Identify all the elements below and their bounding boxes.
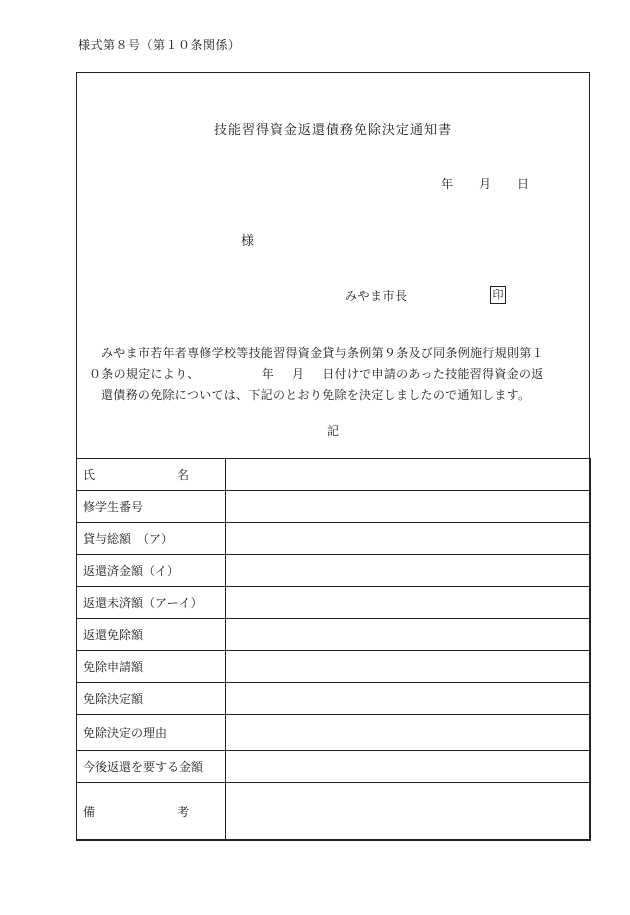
body-line-1: みやま市若年者専修学校等技能習得資金貸与条例第９条及び同条例施行規則第１ xyxy=(101,346,544,360)
remarks-label-a: 備 xyxy=(83,805,96,819)
row-label-name xyxy=(77,459,226,491)
value-cell[interactable] xyxy=(226,587,591,619)
table-row xyxy=(77,651,591,683)
table-row xyxy=(77,783,591,841)
table-row xyxy=(77,619,591,651)
body-line-2-start: ０条の規定により、 xyxy=(89,367,200,381)
row-label-remarks xyxy=(77,783,226,841)
notice-body xyxy=(89,343,581,406)
seal-stamp: 印 xyxy=(490,286,506,304)
row-label: 返還済金額（イ） xyxy=(77,555,226,587)
row-label: 返還免除額 xyxy=(77,619,226,651)
issue-date xyxy=(441,175,529,192)
date-day-label: 日 xyxy=(516,177,529,191)
table-row xyxy=(77,491,591,523)
table-row xyxy=(77,683,591,715)
body-line-2-rest: 日付けで申請のあった技能習得資金の返 xyxy=(322,367,544,381)
name-value-cell[interactable] xyxy=(226,459,591,491)
value-cell[interactable] xyxy=(226,523,591,555)
row-label: 返還未済額（アーイ） xyxy=(77,587,226,619)
value-cell[interactable] xyxy=(226,491,591,523)
ki-heading: 記 xyxy=(326,424,339,438)
table-row xyxy=(77,523,591,555)
name-label-a: 氏 xyxy=(83,468,96,482)
notice-document-frame xyxy=(76,72,590,840)
body-line-2 xyxy=(89,364,581,385)
table-row xyxy=(77,751,591,783)
date-month-label: 月 xyxy=(478,177,491,191)
table-row xyxy=(77,715,591,751)
table-row xyxy=(77,587,591,619)
value-cell[interactable] xyxy=(226,651,591,683)
value-cell[interactable] xyxy=(226,683,591,715)
document-title: 技能習得資金返還債務免除決定通知書 xyxy=(213,123,452,138)
body-line-2-year: 年 xyxy=(261,367,275,381)
row-label: 修学生番号 xyxy=(77,491,226,523)
row-label: 免除決定額 xyxy=(77,683,226,715)
name-label-b: 名 xyxy=(176,468,189,482)
value-cell[interactable] xyxy=(226,619,591,651)
table-row xyxy=(77,459,591,491)
form-number-label: 様式第８号（第１０条関係） xyxy=(78,38,241,52)
value-cell[interactable] xyxy=(226,555,591,587)
body-line-3: 還債務の免除については、下記のとおり免除を決定しましたので通知します。 xyxy=(101,388,531,402)
detail-table xyxy=(76,458,591,841)
date-year-label: 年 xyxy=(440,177,453,191)
remarks-label-b: 考 xyxy=(176,805,189,819)
row-label: 免除申請額 xyxy=(77,651,226,683)
body-line-2-month: 月 xyxy=(292,367,305,381)
value-cell[interactable] xyxy=(226,751,591,783)
row-label: 今後返還を要する金額 xyxy=(77,751,226,783)
recipient-honorific: 様 xyxy=(241,234,255,249)
issuer-name: みやま市長 xyxy=(345,289,408,303)
value-cell[interactable] xyxy=(226,715,591,751)
remarks-value-cell[interactable] xyxy=(226,783,591,841)
row-label: 免除決定の理由 xyxy=(77,715,226,751)
table-row xyxy=(77,555,591,587)
row-label: 貸与総額 （ア） xyxy=(77,523,226,555)
